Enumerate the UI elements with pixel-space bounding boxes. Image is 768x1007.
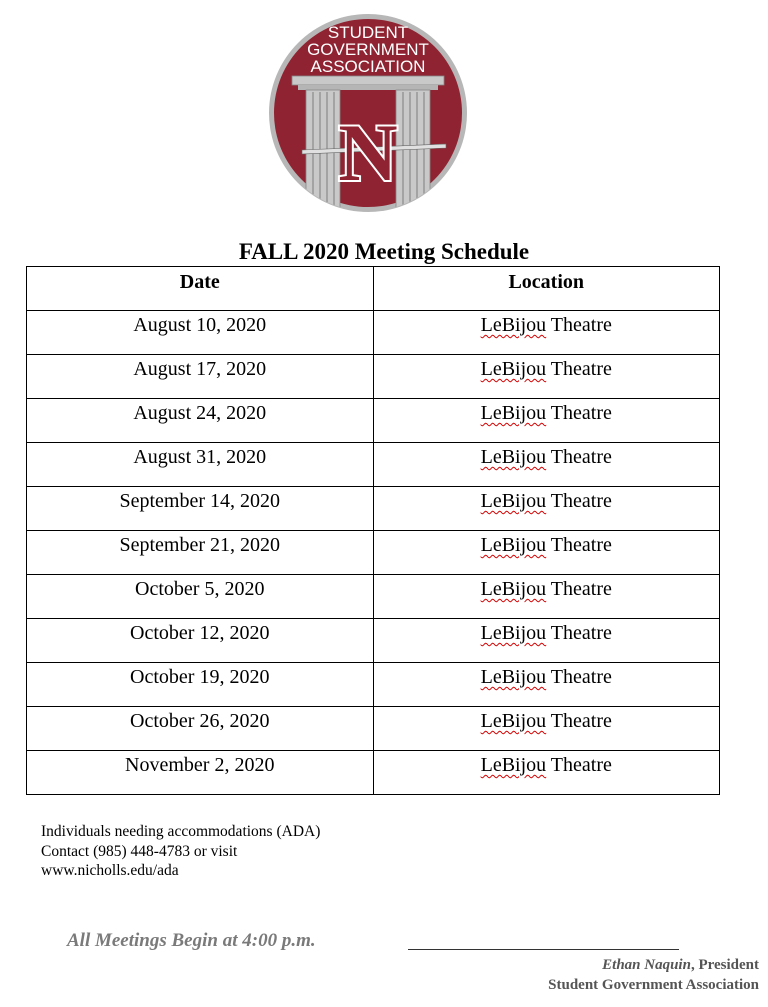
meeting-location <box>373 443 720 487</box>
logo-text-line2: GOVERNMENT <box>307 40 429 59</box>
table-row <box>27 355 720 399</box>
location-suffix: Theatre <box>546 358 612 380</box>
date-column-header: Date <box>27 267 374 311</box>
location-name: LeBijou <box>480 446 547 468</box>
location-suffix: Theatre <box>546 578 612 600</box>
location-suffix: Theatre <box>546 622 612 644</box>
meeting-date: September 14, 2020 <box>27 487 374 531</box>
location-suffix: Theatre <box>546 490 612 512</box>
meeting-date: August 17, 2020 <box>27 355 374 399</box>
location-name: LeBijou <box>480 534 547 556</box>
meeting-location <box>373 487 720 531</box>
table-row <box>27 663 720 707</box>
location-suffix: Theatre <box>546 446 612 468</box>
meeting-location <box>373 311 720 355</box>
table-row <box>27 399 720 443</box>
location-name: LeBijou <box>480 358 547 380</box>
meeting-date: October 5, 2020 <box>27 575 374 619</box>
sga-logo <box>268 4 468 222</box>
location-suffix: Theatre <box>546 534 612 556</box>
location-column-header: Location <box>373 267 720 311</box>
page-title: FALL 2020 Meeting Schedule <box>238 239 530 264</box>
signer-name: Ethan Naquin <box>602 957 691 973</box>
ada-line-2: Contact (985) 448-4783 or visit <box>41 842 238 860</box>
meeting-date: August 24, 2020 <box>27 399 374 443</box>
meeting-date: August 10, 2020 <box>27 311 374 355</box>
location-name: LeBijou <box>480 402 547 424</box>
location-name: LeBijou <box>480 710 547 732</box>
table-row <box>27 575 720 619</box>
table-row <box>27 487 720 531</box>
meeting-location <box>373 707 720 751</box>
logo-monogram: N <box>338 107 398 198</box>
meeting-location <box>373 663 720 707</box>
meeting-date: August 31, 2020 <box>27 443 374 487</box>
signer-title: , President <box>690 957 759 973</box>
meeting-location <box>373 751 720 795</box>
location-suffix: Theatre <box>546 710 612 732</box>
meeting-date: October 26, 2020 <box>27 707 374 751</box>
table-row <box>27 707 720 751</box>
meeting-location <box>373 619 720 663</box>
ada-line-1: Individuals needing accommodations (ADA) <box>41 823 321 840</box>
table-row <box>27 751 720 795</box>
location-suffix: Theatre <box>546 402 612 424</box>
location-name: LeBijou <box>480 578 547 600</box>
meeting-date: October 12, 2020 <box>27 619 374 663</box>
logo-text-line3: ASSOCIATION <box>310 57 426 76</box>
meeting-location <box>373 531 720 575</box>
signature-block <box>548 955 759 995</box>
location-name: LeBijou <box>480 622 547 644</box>
table-row <box>27 619 720 663</box>
location-name: LeBijou <box>480 490 547 512</box>
meeting-date: September 21, 2020 <box>27 531 374 575</box>
ada-notice <box>41 822 320 881</box>
meeting-location <box>373 399 720 443</box>
signature-line <box>408 949 679 950</box>
location-name: LeBijou <box>480 314 547 336</box>
location-name: LeBijou <box>480 754 547 776</box>
ada-url: www.nicholls.edu/ada <box>41 862 179 879</box>
location-suffix: Theatre <box>546 314 612 336</box>
organization-name: Student Government Association <box>548 977 759 993</box>
table-header-row <box>27 267 720 311</box>
logo-text-line1: STUDENT <box>327 23 409 42</box>
meeting-time-note: All Meetings Begin at 4:00 p.m. <box>67 930 316 951</box>
schedule-table <box>26 266 720 795</box>
table-row <box>27 443 720 487</box>
table-row <box>27 531 720 575</box>
location-name: LeBijou <box>480 666 547 688</box>
meeting-location <box>373 575 720 619</box>
meeting-date: October 19, 2020 <box>27 663 374 707</box>
meeting-location <box>373 355 720 399</box>
table-row <box>27 311 720 355</box>
location-suffix: Theatre <box>546 666 612 688</box>
location-suffix: Theatre <box>546 754 612 776</box>
meeting-date: November 2, 2020 <box>27 751 374 795</box>
